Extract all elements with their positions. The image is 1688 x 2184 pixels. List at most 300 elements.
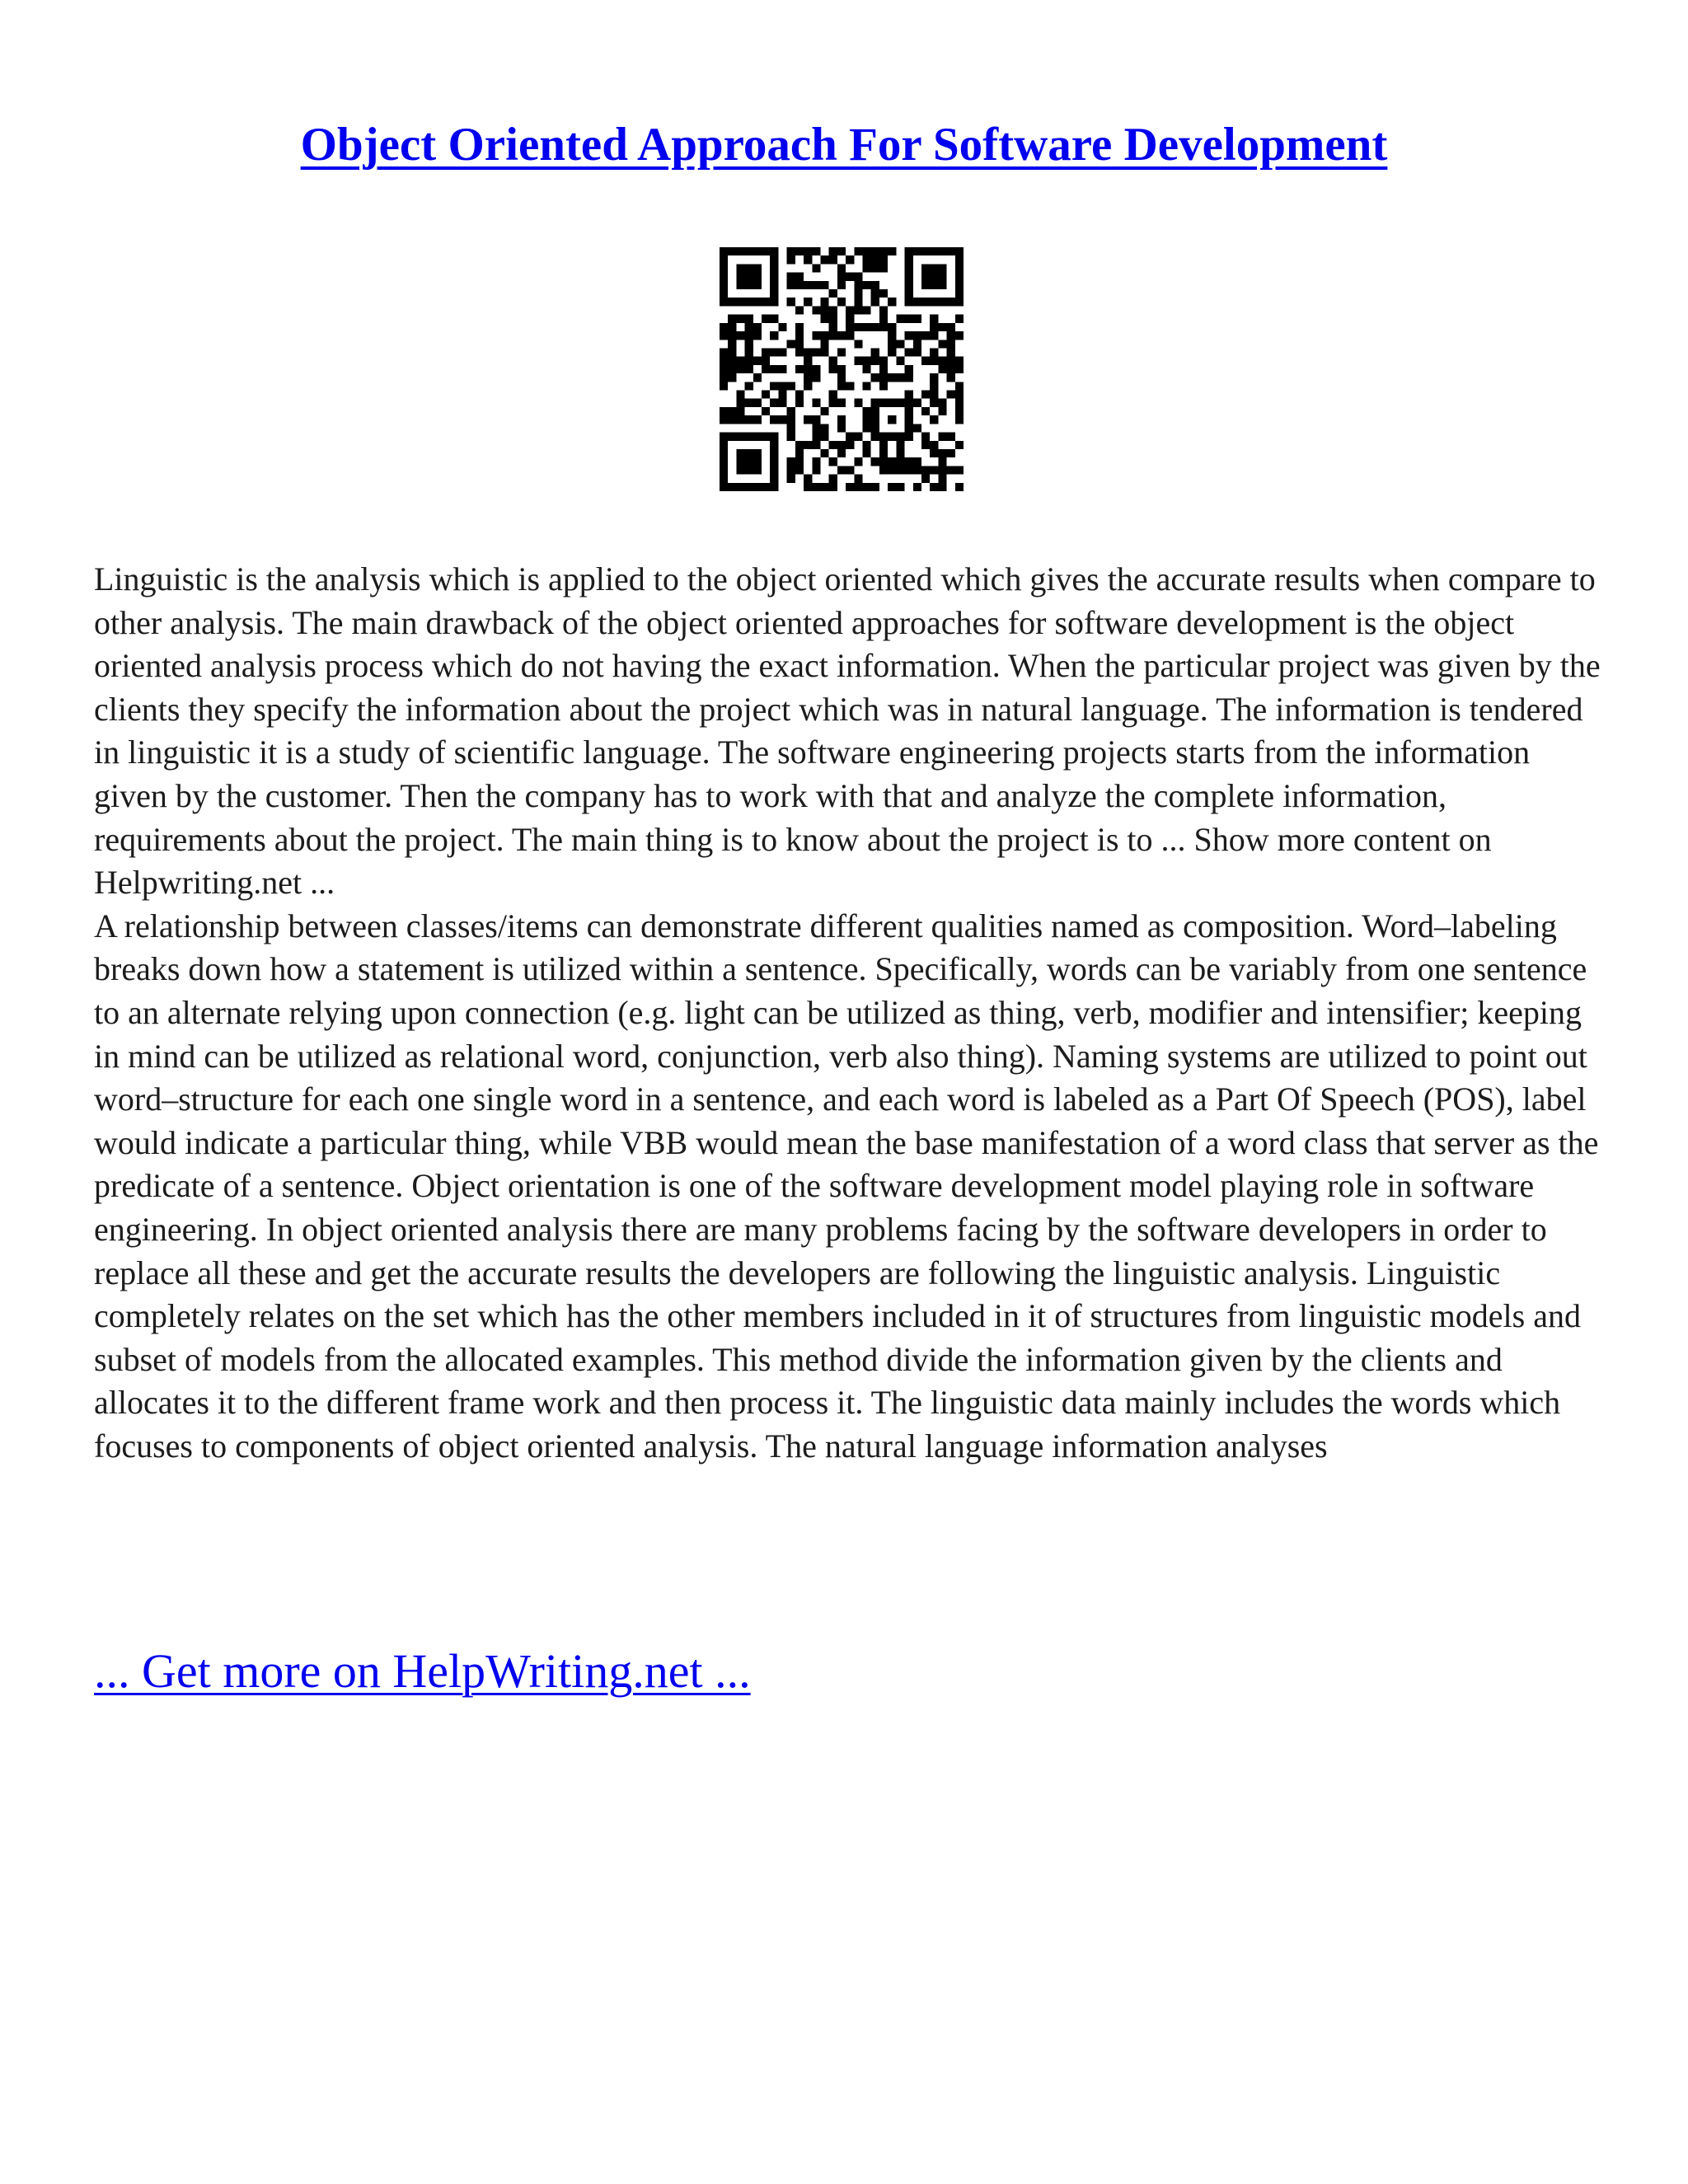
qr-module — [795, 365, 804, 373]
qr-module — [930, 382, 938, 390]
qr-code-icon — [720, 247, 964, 491]
qr-module — [854, 475, 862, 483]
qr-module — [829, 331, 837, 340]
qr-module — [938, 365, 946, 373]
qr-module — [879, 399, 888, 407]
get-more-link[interactable]: ... Get more on HelpWriting.net ... — [94, 1644, 751, 1698]
qr-module — [837, 298, 846, 306]
qr-module — [770, 315, 778, 323]
qr-module — [854, 340, 862, 348]
qr-module — [736, 298, 744, 306]
title-link[interactable]: Object Oriented Approach For Software Development — [300, 119, 1388, 171]
qr-module — [930, 247, 938, 255]
qr-module — [905, 348, 913, 356]
qr-module — [829, 475, 837, 483]
qr-module — [778, 348, 786, 356]
qr-module — [736, 391, 744, 399]
qr-module — [871, 247, 879, 255]
qr-module — [812, 466, 820, 474]
qr-module — [837, 424, 846, 432]
qr-module — [829, 357, 837, 365]
qr-module — [879, 357, 888, 365]
qr-module — [787, 298, 795, 306]
qr-module — [888, 348, 896, 356]
qr-module — [871, 323, 879, 331]
qr-module — [947, 433, 955, 441]
qr-module — [947, 449, 955, 457]
qr-module — [938, 340, 946, 348]
qr-module — [871, 407, 879, 415]
qr-module — [938, 281, 946, 289]
qr-module — [820, 340, 828, 348]
qr-module — [787, 457, 795, 466]
qr-module — [930, 373, 938, 382]
qr-module — [728, 373, 736, 382]
qr-module — [745, 399, 753, 407]
qr-module — [938, 273, 946, 281]
qr-module — [745, 382, 753, 390]
qr-module — [896, 457, 904, 466]
qr-module — [863, 441, 871, 449]
qr-module — [905, 433, 913, 441]
qr-module — [820, 331, 828, 340]
qr-module — [812, 306, 820, 314]
qr-module — [896, 340, 904, 348]
qr-module — [720, 348, 728, 356]
qr-module — [778, 415, 786, 424]
qr-module — [762, 407, 770, 415]
qr-module — [913, 331, 921, 340]
qr-module — [837, 348, 846, 356]
qr-module — [955, 365, 964, 373]
qr-module — [795, 466, 804, 474]
qr-module — [720, 298, 728, 306]
qr-module — [871, 457, 879, 466]
qr-module — [930, 483, 938, 491]
qr-module — [896, 466, 904, 474]
qr-module — [753, 415, 762, 424]
qr-module — [888, 247, 896, 255]
qr-module — [795, 247, 804, 255]
qr-module — [938, 399, 946, 407]
qr-module — [720, 264, 728, 272]
qr-module — [896, 483, 904, 491]
qr-module — [837, 247, 846, 255]
qr-module — [753, 373, 762, 382]
qr-module — [846, 323, 854, 331]
qr-module — [795, 399, 804, 407]
qr-module — [863, 264, 871, 272]
qr-module — [913, 457, 921, 466]
qr-module — [930, 331, 938, 340]
qr-module — [795, 348, 804, 356]
qr-module — [888, 331, 896, 340]
qr-module — [879, 449, 888, 457]
qr-module — [938, 475, 946, 483]
qr-module — [921, 433, 930, 441]
qr-module — [762, 357, 770, 365]
qr-module — [905, 315, 913, 323]
qr-module — [795, 273, 804, 281]
qr-module — [955, 273, 964, 281]
qr-module — [947, 247, 955, 255]
qr-module — [921, 273, 930, 281]
qr-module — [896, 449, 904, 457]
qr-module — [720, 449, 728, 457]
qr-module — [770, 475, 778, 483]
qr-module — [879, 247, 888, 255]
qr-module — [820, 424, 828, 432]
qr-module — [955, 391, 964, 399]
qr-module — [913, 466, 921, 474]
qr-module — [888, 433, 896, 441]
qr-module — [930, 298, 938, 306]
qr-module — [913, 340, 921, 348]
qr-module — [745, 247, 753, 255]
qr-module — [820, 298, 828, 306]
qr-module — [913, 399, 921, 407]
qr-module — [837, 415, 846, 424]
qr-module — [829, 391, 837, 399]
qr-module — [820, 449, 828, 457]
qr-module — [871, 399, 879, 407]
qr-module — [854, 399, 862, 407]
qr-module — [863, 281, 871, 289]
qr-module — [736, 365, 744, 373]
qr-module — [905, 457, 913, 466]
qr-module — [720, 441, 728, 449]
qr-module — [753, 449, 762, 457]
qr-module — [888, 298, 896, 306]
qr-module — [905, 289, 913, 298]
qr-module — [804, 483, 812, 491]
qr-module — [812, 348, 820, 356]
qr-module — [770, 466, 778, 474]
qr-module — [837, 382, 846, 390]
qr-module — [720, 457, 728, 466]
qr-module — [879, 382, 888, 390]
qr-module — [879, 323, 888, 331]
qr-module — [720, 475, 728, 483]
qr-module — [804, 298, 812, 306]
qr-module — [736, 457, 744, 466]
qr-module — [955, 255, 964, 264]
qr-module — [736, 247, 744, 255]
qr-module — [921, 357, 930, 365]
qr-module — [728, 357, 736, 365]
qr-module — [787, 273, 795, 281]
qr-module — [879, 306, 888, 314]
qr-module — [770, 441, 778, 449]
qr-module — [812, 365, 820, 373]
qr-module — [846, 255, 854, 264]
qr-module — [795, 441, 804, 449]
qr-module — [728, 365, 736, 373]
qr-module — [753, 273, 762, 281]
qr-module — [888, 415, 896, 424]
qr-module — [846, 433, 854, 441]
qr-module — [804, 365, 812, 373]
qr-module — [770, 365, 778, 373]
qr-module — [871, 281, 879, 289]
qr-module — [745, 457, 753, 466]
qr-module — [846, 306, 854, 314]
qr-module — [762, 433, 770, 441]
qr-module — [905, 466, 913, 474]
qr-module — [905, 373, 913, 382]
qr-module — [955, 483, 964, 491]
qr-module — [820, 348, 828, 356]
more-link-container — [94, 1640, 751, 1703]
qr-module — [728, 483, 736, 491]
qr-module — [888, 373, 896, 382]
qr-module — [795, 281, 804, 289]
qr-module — [736, 433, 744, 441]
qr-module — [795, 340, 804, 348]
qr-module — [820, 281, 828, 289]
qr-module — [938, 264, 946, 272]
qr-module — [745, 415, 753, 424]
qr-module — [762, 391, 770, 399]
qr-module — [921, 298, 930, 306]
qr-module — [896, 441, 904, 449]
qr-module — [837, 281, 846, 289]
qr-module — [871, 255, 879, 264]
qr-module — [820, 315, 828, 323]
qr-module — [930, 391, 938, 399]
qr-module — [753, 281, 762, 289]
qr-module — [787, 415, 795, 424]
qr-module — [905, 255, 913, 264]
qr-module — [829, 323, 837, 331]
qr-module — [879, 373, 888, 382]
qr-module — [762, 483, 770, 491]
qr-module — [947, 365, 955, 373]
qr-module — [930, 399, 938, 407]
qr-module — [736, 264, 744, 272]
qr-module — [720, 483, 728, 491]
qr-module — [770, 382, 778, 390]
qr-module — [728, 298, 736, 306]
qr-module — [871, 415, 879, 424]
qr-module — [871, 424, 879, 432]
qr-module — [770, 331, 778, 340]
qr-module — [829, 399, 837, 407]
qr-module — [770, 289, 778, 298]
qr-module — [787, 247, 795, 255]
qr-module — [879, 315, 888, 323]
qr-module — [930, 441, 938, 449]
qr-module — [905, 399, 913, 407]
qr-module — [795, 323, 804, 331]
qr-module — [778, 365, 786, 373]
qr-module — [728, 348, 736, 356]
qr-module — [745, 466, 753, 474]
qr-module — [720, 415, 728, 424]
qr-module — [930, 281, 938, 289]
qr-module — [762, 348, 770, 356]
qr-module — [879, 433, 888, 441]
qr-module — [762, 315, 770, 323]
qr-module — [728, 331, 736, 340]
qr-module — [770, 247, 778, 255]
qr-module — [787, 433, 795, 441]
qr-module — [955, 289, 964, 298]
qr-module — [728, 340, 736, 348]
qr-module — [837, 264, 846, 272]
qr-module — [905, 391, 913, 399]
qr-module — [846, 382, 854, 390]
qr-module — [846, 483, 854, 491]
qr-module — [787, 424, 795, 432]
qr-module — [938, 466, 946, 474]
qr-module — [896, 373, 904, 382]
qr-module — [720, 407, 728, 415]
qr-module — [930, 264, 938, 272]
qr-module — [871, 483, 879, 491]
qr-module — [728, 323, 736, 331]
qr-module — [947, 348, 955, 356]
qr-module — [804, 357, 812, 365]
qr-module — [812, 415, 820, 424]
page-title — [0, 114, 1688, 176]
qr-module — [947, 357, 955, 365]
qr-module — [804, 247, 812, 255]
qr-module — [745, 315, 753, 323]
qr-module — [770, 255, 778, 264]
qr-module — [955, 415, 964, 424]
qr-module — [888, 457, 896, 466]
qr-module — [728, 247, 736, 255]
qr-module — [854, 323, 862, 331]
qr-module — [795, 457, 804, 466]
qr-module — [871, 373, 879, 382]
qr-module — [905, 264, 913, 272]
qr-module — [879, 255, 888, 264]
qr-module — [896, 315, 904, 323]
qr-module — [879, 457, 888, 466]
qr-module — [736, 357, 744, 365]
qr-module — [762, 365, 770, 373]
qr-module — [913, 483, 921, 491]
qr-module — [770, 399, 778, 407]
qr-module — [820, 407, 828, 415]
qr-module — [921, 475, 930, 483]
qr-module — [854, 298, 862, 306]
qr-module — [787, 255, 795, 264]
qr-module — [930, 449, 938, 457]
qr-module — [753, 331, 762, 340]
qr-module — [829, 483, 837, 491]
qr-module — [854, 273, 862, 281]
qr-module — [930, 466, 938, 474]
qr-module — [770, 433, 778, 441]
qr-module — [804, 382, 812, 390]
qr-module — [921, 441, 930, 449]
qr-module — [720, 357, 728, 365]
qr-module — [720, 289, 728, 298]
qr-module — [745, 264, 753, 272]
qr-module — [837, 365, 846, 373]
qr-module — [921, 247, 930, 255]
qr-module — [854, 483, 862, 491]
qr-module — [820, 433, 828, 441]
qr-module — [720, 255, 728, 264]
qr-module — [905, 331, 913, 340]
qr-module — [720, 331, 728, 340]
qr-module — [770, 348, 778, 356]
qr-module — [770, 449, 778, 457]
qr-module — [753, 483, 762, 491]
qr-module — [947, 391, 955, 399]
qr-module — [888, 466, 896, 474]
qr-module — [871, 289, 879, 298]
qr-module — [930, 323, 938, 331]
qr-module — [938, 449, 946, 457]
qr-module — [947, 340, 955, 348]
qr-module — [871, 357, 879, 365]
qr-module — [955, 298, 964, 306]
qr-module — [947, 298, 955, 306]
qr-module — [804, 475, 812, 483]
qr-module — [955, 357, 964, 365]
qr-module — [913, 424, 921, 432]
qr-module — [854, 357, 862, 365]
qr-module — [921, 407, 930, 415]
qr-module — [812, 373, 820, 382]
qr-module — [770, 457, 778, 466]
qr-module — [863, 407, 871, 415]
qr-module — [863, 357, 871, 365]
qr-module — [795, 331, 804, 340]
qr-module — [745, 298, 753, 306]
qr-module — [955, 382, 964, 390]
qr-module — [879, 264, 888, 272]
qr-module — [753, 298, 762, 306]
qr-module — [896, 399, 904, 407]
qr-module — [812, 399, 820, 407]
qr-module — [837, 441, 846, 449]
qr-module — [812, 457, 820, 466]
qr-module — [896, 433, 904, 441]
qr-module — [871, 264, 879, 272]
qr-module — [720, 281, 728, 289]
qr-module — [947, 373, 955, 382]
qr-module — [938, 457, 946, 466]
qr-module — [837, 331, 846, 340]
qr-module — [787, 281, 795, 289]
qr-module — [728, 415, 736, 424]
qr-module — [778, 323, 786, 331]
qr-module — [753, 399, 762, 407]
qr-module — [955, 315, 964, 323]
qr-module — [778, 391, 786, 399]
qr-module — [837, 373, 846, 382]
qr-module — [879, 289, 888, 298]
qr-module — [905, 247, 913, 255]
qr-module — [955, 407, 964, 415]
qr-module — [955, 281, 964, 289]
qr-module — [770, 298, 778, 306]
qr-module — [879, 441, 888, 449]
qr-module — [820, 255, 828, 264]
qr-module — [736, 449, 744, 457]
qr-module — [812, 247, 820, 255]
qr-module — [804, 255, 812, 264]
qr-module — [938, 483, 946, 491]
qr-module — [720, 382, 728, 390]
qr-module — [745, 449, 753, 457]
